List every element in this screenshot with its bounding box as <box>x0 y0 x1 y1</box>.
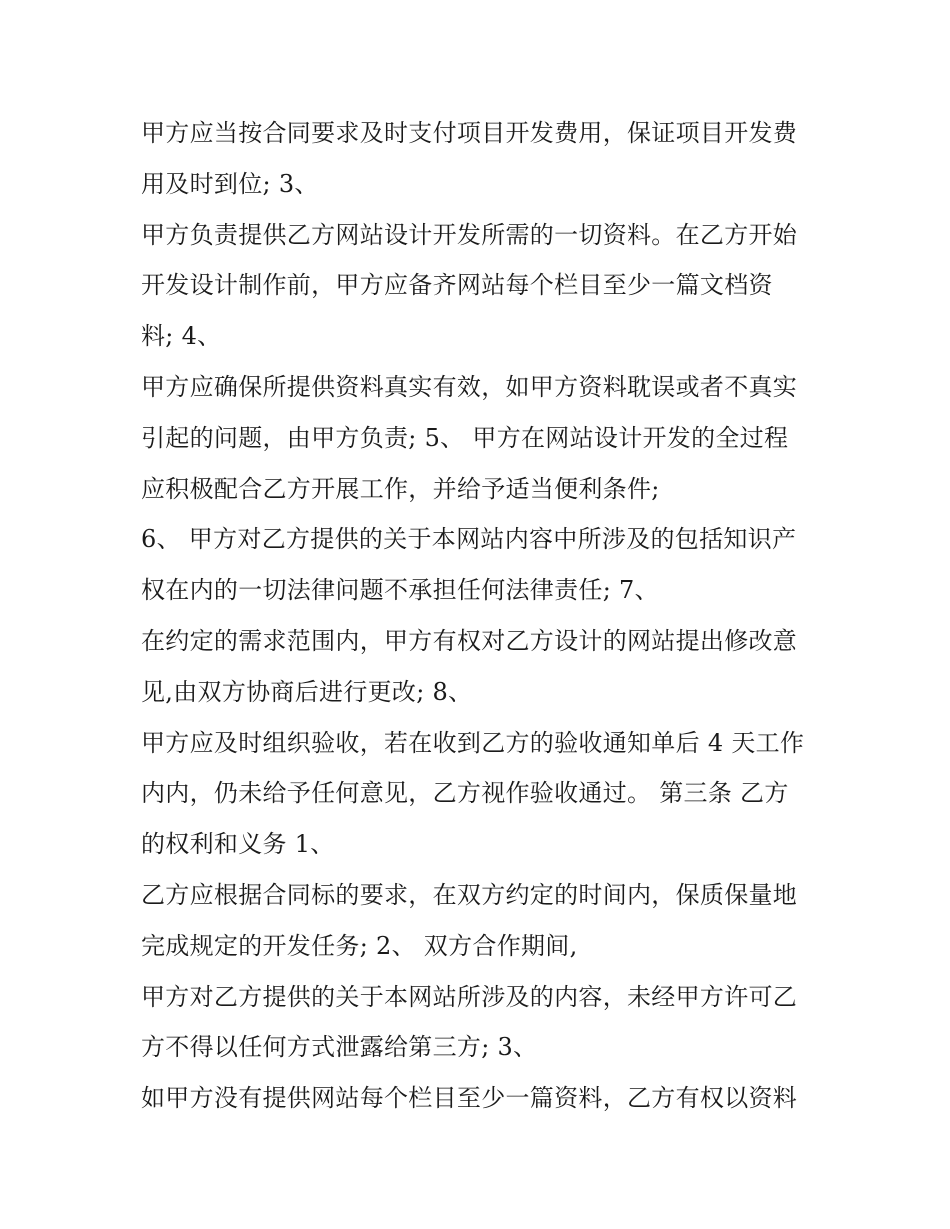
text-line: 乙方应根据合同标的要求，在双方约定的时间内，保质保量地 <box>141 880 798 909</box>
text-line: 开发设计制作前，甲方应备齐网站每个栏目至少一篇文档资 <box>141 271 773 300</box>
text-line: 见,由双方协商后进行更改; 8、 <box>141 677 473 706</box>
text-line: 用及时到位; 3、 <box>141 169 319 198</box>
text-line: 如甲方没有提供网站每个栏目至少一篇资料，乙方有权以资料 <box>141 1084 798 1113</box>
text-line: 甲方应当按合同要求及时支付项目开发费用，保证项目开发费 <box>141 119 798 147</box>
text-line: 6、 甲方对乙方提供的关于本网站内容中所涉及的包括知识产 <box>141 525 797 554</box>
text-line: 甲方应确保所提供资料真实有效，如甲方资料耽误或者不真实 <box>141 372 798 401</box>
text-line: 权在内的一切法律问题不承担任何法律责任; 7、 <box>141 576 659 605</box>
text-line: 料; 4、 <box>141 322 222 351</box>
contract-body-text <box>141 108 821 1124</box>
text-line: 甲方负责提供乙方网站设计开发所需的一切资料。在乙方开始 <box>141 220 798 249</box>
text-line: 应积极配合乙方开展工作，并给予适当便利条件; <box>141 474 660 503</box>
text-line: 完成规定的开发任务; 2、 双方合作期间, <box>141 931 578 960</box>
text-line: 内内，仍未给予任何意见，乙方视作验收通过。 第三条 乙方 <box>141 779 789 808</box>
text-line: 方不得以任何方式泄露给第三方; 3、 <box>141 1033 538 1062</box>
text-line: 的权利和义务 1、 <box>141 830 335 859</box>
text-line: 引起的问题，由甲方负责; 5、 甲方在网站设计开发的全过程 <box>141 423 789 452</box>
text-line: 甲方对乙方提供的关于本网站所涉及的内容，未经甲方许可乙 <box>141 982 798 1011</box>
text-line: 甲方应及时组织验收，若在收到乙方的验收通知单后 4 天工作 <box>141 728 805 757</box>
text-line: 在约定的需求范围内，甲方有权对乙方设计的网站提出修改意 <box>141 626 798 655</box>
